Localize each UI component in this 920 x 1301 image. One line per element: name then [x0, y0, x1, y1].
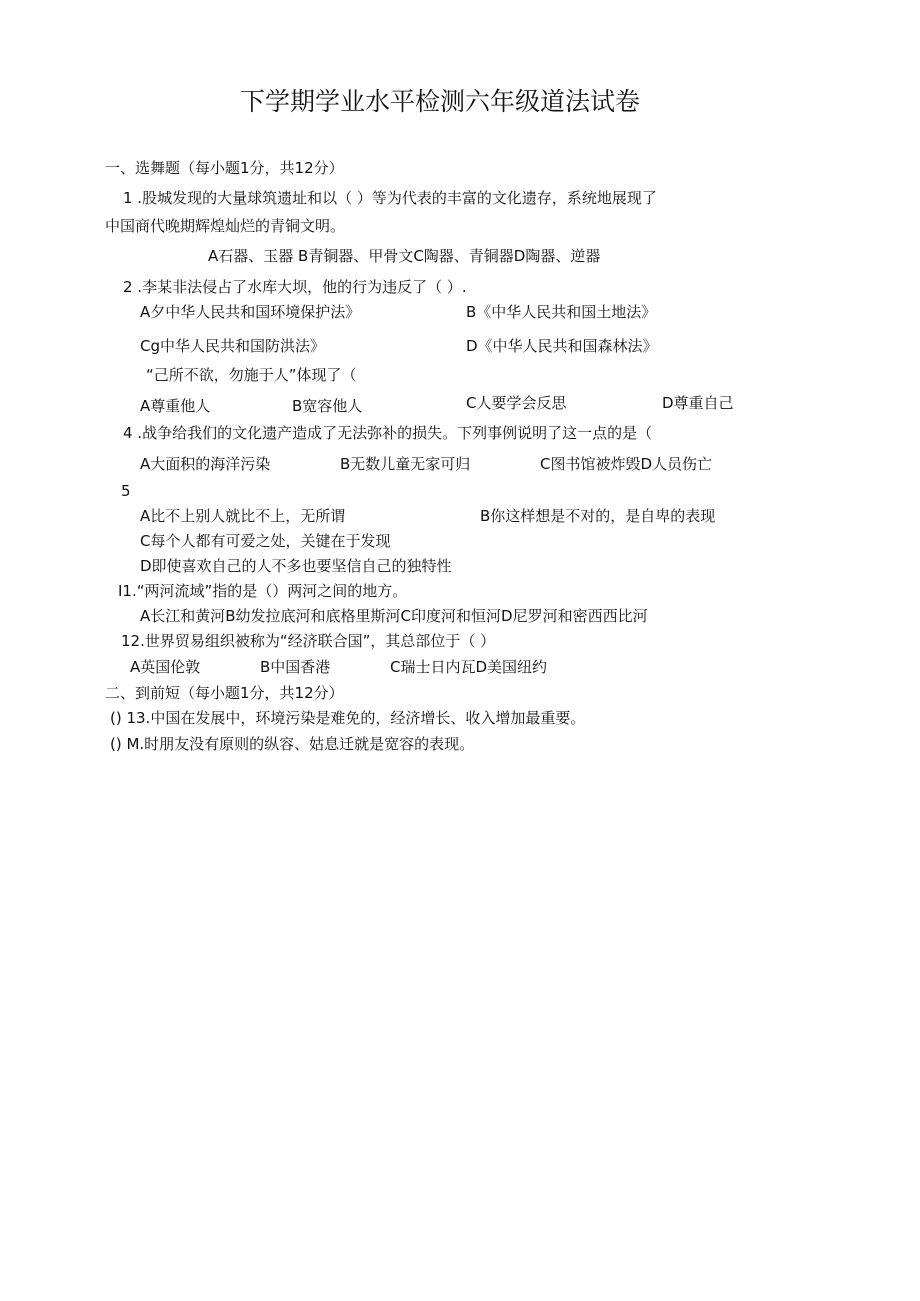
question-2-option-b: B《中华人民共和国土地法》 [466, 303, 657, 321]
question-1-options: A石器、玉器 B青铜器、甲骨文C陶器、青铜器D陶器、逆器 [208, 247, 601, 265]
question-4-option-a: A大面积的海洋污染 [140, 455, 271, 473]
question-2-option-c: Cg中华人民共和国防洪法》 [140, 337, 325, 355]
question-4-option-cd: C图书馆被炸毁D人员伤亡 [540, 455, 713, 473]
question-3-option-b: B宽容他人 [292, 397, 363, 415]
question-1-line-1: 1 .股城发现的大量球筑遗址和以（ ）等为代表的丰富的文化遗存，系统地展现了 [123, 189, 657, 207]
question-3-option-d: D尊重自己 [662, 394, 734, 412]
question-2-option-a: A夕中华人民共和国环境保护法》 [140, 303, 361, 321]
question-2-option-d: D《中华人民共和国森林法》 [466, 337, 658, 355]
question-4-option-b: B无数儿童无家可归 [340, 455, 471, 473]
question-3-option-c: C人要学会反思 [466, 394, 567, 412]
question-3-stem: “己所不欲，勿施于人”体现了（ [146, 366, 357, 384]
page-title: 下学期学业水平检测六年级道法试卷 [240, 87, 641, 116]
question-5-option-b: B你这样想是不对的，是自卑的表现 [480, 507, 716, 525]
question-4-stem: 4 .战争给我们的文化遗产造成了无法弥补的损失。下列事例说明了这一点的是（ [123, 424, 653, 442]
question-1-line-2: 中国商代晚期辉煌灿烂的青铜文明。 [105, 217, 346, 235]
question-5-option-a: A比不上别人就比不上，无所谓 [140, 507, 346, 525]
section-1-heading: 一、选舞题（每小题1分，共12分） [105, 159, 344, 177]
question-11-stem: I1.“两河流域”指的是（）两河之间的地方。 [118, 582, 408, 600]
question-5-option-c: C每个人都有可爱之处，关键在于发现 [140, 532, 391, 550]
question-5-number: 5 [121, 482, 131, 500]
question-11-options: A长江和黄河B幼发拉底河和底格里斯河C印度河和恒河D尼罗河和密西西比河 [140, 607, 648, 625]
question-13: () 13.中国在发展中，环境污染是难免的，经济增长、收入增加最重要。 [110, 709, 586, 727]
question-12-option-cd: C瑞士日内瓦D美国纽约 [390, 658, 548, 676]
question-12-option-a: A英国伦敦 [130, 658, 201, 676]
question-14: () M.时朋友没有原则的纵容、姑息迁就是宽容的表现。 [110, 735, 475, 753]
question-5-option-d: D即使喜欢自己的人不多也要坚信自己的独特性 [140, 557, 452, 575]
section-2-heading: 二、到前短（每小题1分，共12分） [105, 684, 344, 702]
question-3-option-a: A尊重他人 [140, 397, 211, 415]
question-12-option-b: B中国香港 [260, 658, 331, 676]
question-12-stem: 12.世界贸易组织被称为“经济联合国”，其总部位于（ ） [121, 632, 496, 650]
question-2-stem: 2 .李某非法侵占了水库大坝，他的行为违反了（ ）. [123, 278, 467, 296]
